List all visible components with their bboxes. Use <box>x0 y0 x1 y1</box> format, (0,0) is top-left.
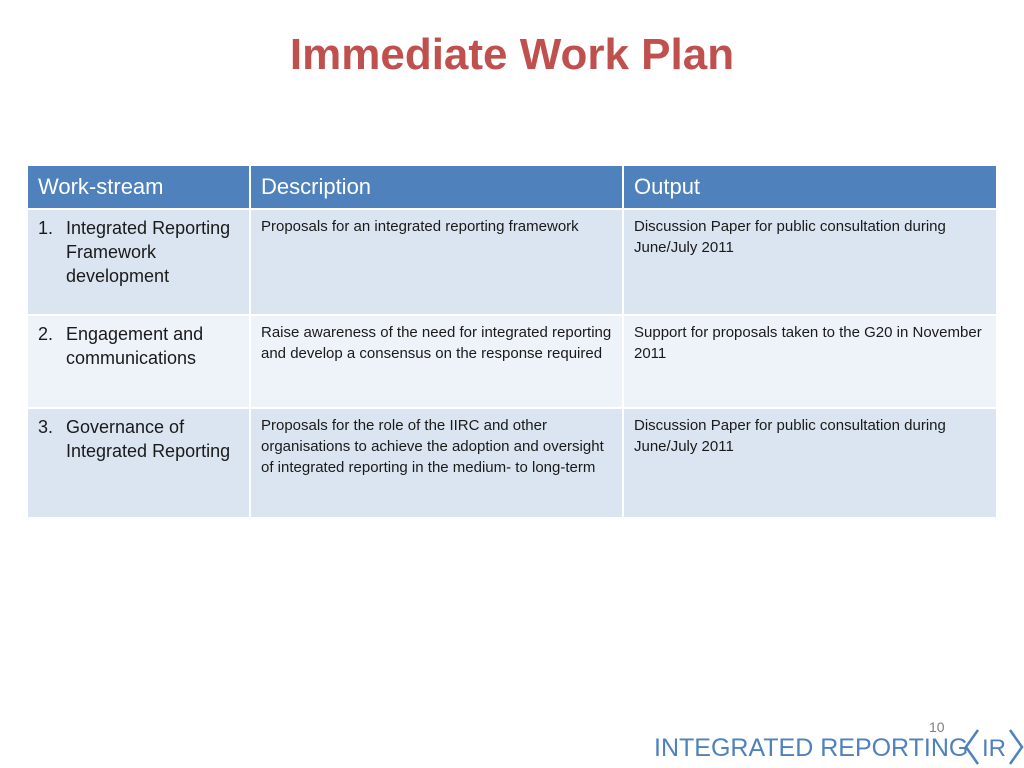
workstream-text: Governance of Integrated Reporting <box>66 417 231 461</box>
description-cell: Proposals for an integrated reporting framework <box>250 209 623 315</box>
logo-text: INTEGRATED REPORTING <box>654 734 969 762</box>
table-row <box>28 209 996 315</box>
description-cell: Proposals for the role of the IIRC and other organisations to achieve the adoption and oversight of integrated reporting in the medium- to long-term <box>250 408 623 518</box>
output-cell: Support for proposals taken to the G20 in November 2011 <box>623 315 996 408</box>
description-cell: Raise awareness of the need for integrated reporting and develop a consensus on the response required <box>250 315 623 408</box>
workstream-cell <box>28 209 250 315</box>
table-row <box>28 408 996 518</box>
page-number: 10 <box>929 719 945 735</box>
workstream-cell <box>28 408 250 518</box>
work-plan-table <box>28 166 996 519</box>
table-header-row <box>28 166 996 209</box>
integrated-reporting-logo <box>654 726 1024 768</box>
output-cell: Discussion Paper for public consultation during June/July 2011 <box>623 209 996 315</box>
output-cell: Discussion Paper for public consultation during June/July 2011 <box>623 408 996 518</box>
table-row <box>28 315 996 408</box>
header-workstream: Work-stream <box>28 166 250 209</box>
slide-title: Immediate Work Plan <box>289 30 735 79</box>
workstream-text: Engagement and communications <box>66 324 204 368</box>
svg-text:IR: IR <box>982 735 1006 762</box>
header-output: Output <box>623 166 996 209</box>
row-number: 1. <box>38 218 54 238</box>
ir-logo-mark-icon <box>964 726 1024 768</box>
row-number: 2. <box>38 324 54 344</box>
header-description: Description <box>250 166 623 209</box>
row-number: 3. <box>38 417 54 437</box>
workstream-text: Integrated Reporting Framework development <box>66 218 231 286</box>
workstream-cell <box>28 315 250 408</box>
